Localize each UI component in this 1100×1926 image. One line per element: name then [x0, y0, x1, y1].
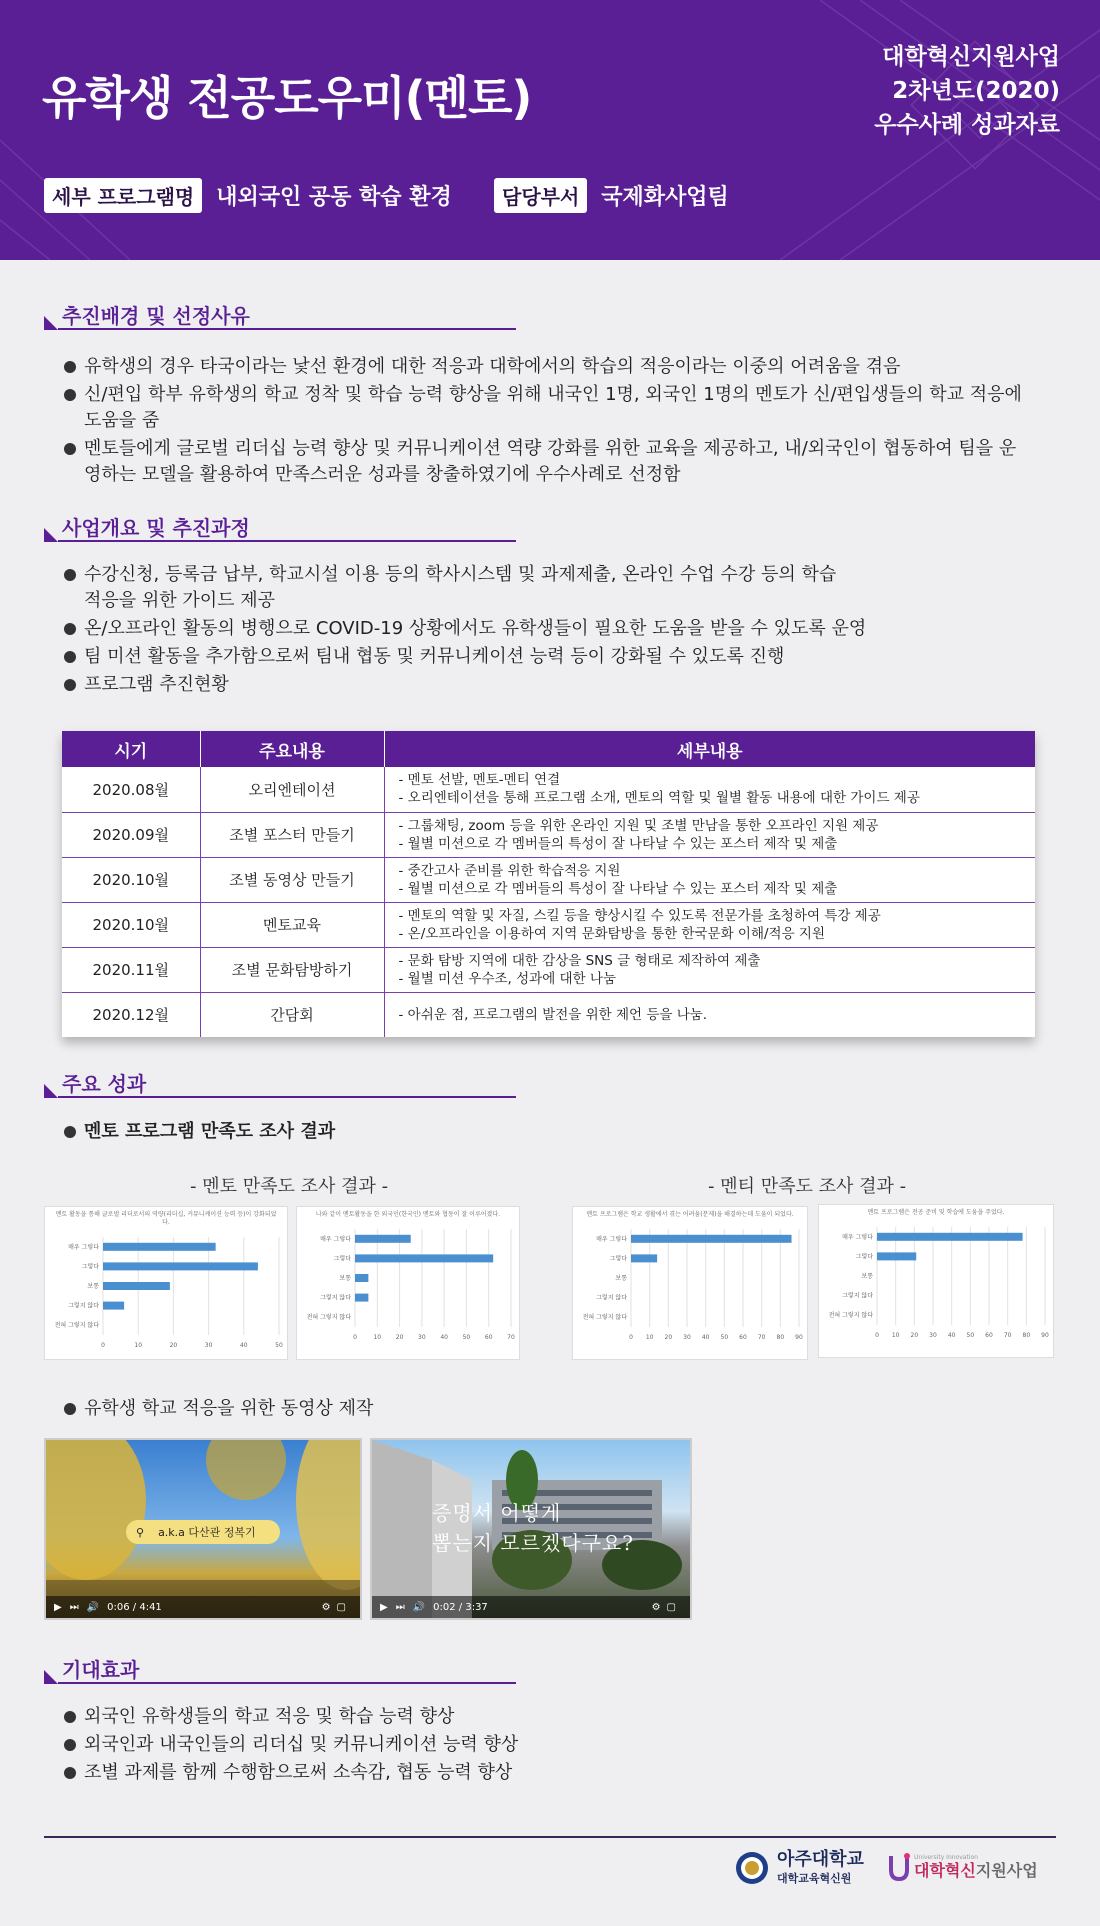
university-seal-icon	[735, 1851, 769, 1885]
logo-sub: 대학교육혁신원	[777, 1872, 852, 1885]
mentee-chart-study	[818, 1204, 1054, 1358]
innovation-u-icon	[888, 1852, 910, 1882]
video-bullets	[62, 1396, 762, 1424]
mentee-chart-adaptation	[572, 1206, 808, 1360]
period-cell: 2020.08월	[62, 767, 200, 812]
table-row	[62, 812, 1035, 857]
effects-bullets	[62, 1704, 862, 1788]
tick-label: 50	[720, 1334, 729, 1341]
video-player-2[interactable]	[370, 1438, 692, 1620]
program-info-line: 2차년도(2020)	[892, 78, 1060, 104]
category-label: 그렇지 않다	[596, 1294, 627, 1302]
table-row	[62, 992, 1035, 1037]
innovation-logo-text	[914, 1854, 1038, 1881]
program-name-label: 세부 프로그램명	[44, 178, 202, 213]
list-item: 멘토들에게 글로벌 리더십 능력 향상 및 커뮤니케이션 역량 강화를 위한 교육을 제공하고, 내/외국인이 협동하여 팀을 운영하는 모델을 활용하여 만족스러운 성과를 창출하였기에 우수사례로 선정함	[62, 436, 1032, 488]
bar	[631, 1235, 792, 1243]
period-cell: 2020.10월	[62, 857, 200, 902]
list-item: 유학생의 경우 타국이라는 낯선 환경에 대한 적응과 대학에서의 학습의 적응이라는 이중의 어려움을 겪음	[62, 354, 1032, 380]
list-item: 멘토 프로그램 만족도 조사 결과	[62, 1119, 762, 1145]
detail-line: - 아쉬운 점, 프로그램의 발전을 위한 제언 등을 나눔.	[398, 1006, 708, 1023]
tick-label: 40	[947, 1332, 956, 1339]
tick-label: 10	[645, 1334, 654, 1341]
section-heading-effects	[44, 1654, 516, 1684]
detail-line: - 월별 미션으로 각 멤버들의 특성이 잘 나타날 수 있는 포스터 제작 및 제출	[398, 835, 838, 852]
bar	[103, 1282, 170, 1290]
tick-label: 0	[629, 1334, 633, 1341]
detail-cell	[384, 812, 1035, 857]
tick-label: 30	[418, 1334, 426, 1341]
program-info-line: 우수사례 성과자료	[874, 112, 1060, 138]
overlay-line: 뽑는지 모르겠다구요?	[432, 1531, 634, 1555]
tick-label: 70	[1003, 1332, 1012, 1339]
tick-label: 30	[929, 1332, 937, 1339]
logo-main: 대학혁신	[914, 1860, 976, 1880]
video-time: 0:02 / 3:37	[433, 1601, 488, 1613]
bar	[355, 1235, 411, 1243]
tick-label: 0	[101, 1342, 105, 1349]
tick-label: 10	[134, 1342, 143, 1349]
tick-label: 20	[395, 1334, 404, 1341]
settings-icon[interactable]: ⚙▢	[321, 1601, 352, 1613]
department-value: 국제화사업팀	[601, 185, 729, 210]
period-cell: 2020.12월	[62, 992, 200, 1037]
video-time: 0:06 / 4:41	[107, 1601, 162, 1613]
logo-suffix: 지원사업	[975, 1860, 1038, 1880]
list-item: 수강신청, 등록금 납부, 학교시설 이용 등의 학사시스템 및 과제제출, 온라인 수업 수강 등의 학습 적응을 위한 가이드 제공	[62, 562, 852, 614]
section-title: 사업개요 및 추진과정	[62, 516, 250, 540]
section-heading-overview	[44, 512, 516, 542]
chart-title: 멘토 프로그램은 전공 준비 및 학습에 도움을 주었다.	[867, 1209, 1005, 1216]
category-label: 그렇지 않다	[842, 1292, 873, 1300]
tick-label: 80	[1022, 1332, 1031, 1339]
table-row	[62, 902, 1035, 947]
main-cell: 조별 문화탐방하기	[200, 947, 384, 992]
tick-label: 0	[353, 1334, 357, 1341]
chart-svg	[573, 1219, 809, 1349]
volume-icon[interactable]: 🔊	[86, 1601, 100, 1613]
mentor-chart-cooperation	[296, 1206, 520, 1360]
video-controls[interactable]	[372, 1596, 690, 1618]
volume-icon[interactable]: 🔊	[412, 1601, 426, 1613]
list-item: 프로그램 추진현황	[62, 672, 852, 698]
footer-divider	[44, 1836, 1056, 1838]
chart-svg	[819, 1217, 1055, 1347]
video-player-1[interactable]	[44, 1438, 362, 1620]
list-item: 조별 과제를 함께 수행함으로써 소속감, 협동 능력 향상	[62, 1760, 862, 1786]
program-name-row	[44, 178, 452, 213]
tick-label: 90	[1041, 1332, 1049, 1339]
video-controls[interactable]	[46, 1596, 360, 1618]
chart-svg	[297, 1219, 521, 1349]
chart-svg	[45, 1227, 289, 1357]
detail-line: - 멘토의 역할 및 자질, 스킬 등을 향상시킬 수 있도록 전문가를 초청하여 특강 제공	[398, 907, 881, 924]
tick-label: 40	[239, 1342, 248, 1349]
tick-label: 60	[985, 1332, 993, 1339]
next-icon[interactable]: ⏭	[69, 1601, 79, 1613]
detail-line: - 그룹채팅, zoom 등을 위한 온라인 지원 및 조별 만남을 통한 오프라인 지원 제공	[398, 817, 879, 834]
tick-label: 70	[757, 1334, 766, 1341]
search-icon: ⚲	[136, 1525, 145, 1539]
ajou-logo-text	[777, 1850, 864, 1886]
list-item: 외국인 유학생들의 학교 적응 및 학습 능력 향상	[62, 1704, 862, 1730]
period-cell: 2020.10월	[62, 902, 200, 947]
tick-label: 40	[701, 1334, 710, 1341]
tick-label: 90	[795, 1334, 803, 1341]
category-label: 매우 그렇다	[68, 1243, 99, 1251]
logo-main-text	[914, 1861, 1038, 1881]
department-row	[494, 178, 729, 213]
play-icon[interactable]: ▶	[54, 1601, 62, 1613]
detail-cell	[384, 992, 1035, 1037]
bar	[877, 1233, 1023, 1241]
table-row	[62, 947, 1035, 992]
category-label: 전혀 그렇지 않다	[54, 1322, 99, 1330]
detail-cell	[384, 857, 1035, 902]
detail-line: - 멘토 선발, 멘토-멘티 연결	[398, 772, 561, 789]
bar	[355, 1254, 493, 1262]
tick-label: 50	[462, 1334, 471, 1341]
column-header: 시기	[62, 731, 200, 767]
schedule-table	[62, 731, 1035, 1037]
tick-label: 20	[910, 1332, 919, 1339]
tick-label: 30	[683, 1334, 691, 1341]
ajou-logo	[735, 1850, 864, 1886]
overlay-line: 증명서 어떻게	[432, 1501, 562, 1525]
settings-icon[interactable]: ⚙▢	[651, 1601, 682, 1613]
program-name-value: 내외국인 공동 학습 환경	[216, 185, 452, 210]
category-label: 그렇다	[81, 1263, 99, 1271]
tick-label: 70	[507, 1334, 515, 1341]
background-bullets	[62, 354, 1032, 490]
bar	[631, 1254, 657, 1262]
mentee-survey-caption: - 멘티 만족도 조사 결과 -	[708, 1176, 907, 1197]
main-cell: 조별 동영상 만들기	[200, 857, 384, 902]
category-label: 그렇다	[855, 1253, 873, 1261]
bar	[103, 1243, 216, 1251]
detail-line: - 월별 미션 우수조, 성과에 대한 나눔	[398, 970, 616, 987]
results-bullets	[62, 1119, 762, 1147]
tick-label: 10	[891, 1332, 900, 1339]
detail-line: - 중간고사 준비를 위한 학습적응 지원	[398, 862, 621, 879]
bar	[103, 1262, 258, 1270]
main-cell: 간담회	[200, 992, 384, 1037]
tick-label: 60	[739, 1334, 747, 1341]
program-info-line: 대학혁신지원사업	[882, 44, 1060, 70]
play-icon[interactable]: ▶	[380, 1601, 388, 1613]
section-heading-background	[44, 300, 516, 330]
table-header-row	[62, 731, 1035, 767]
search-overlay	[126, 1520, 280, 1544]
category-label: 보통	[87, 1283, 99, 1290]
category-label: 전혀 그렇지 않다	[306, 1314, 351, 1322]
list-item: 유학생 학교 적응을 위한 동영상 제작	[62, 1396, 762, 1422]
category-label: 매우 그렇다	[320, 1235, 351, 1243]
tick-label: 50	[275, 1342, 283, 1349]
detail-cell	[384, 947, 1035, 992]
list-item: 외국인과 내국인들의 리더십 및 커뮤니케이션 능력 향상	[62, 1732, 862, 1758]
column-header: 세부내용	[384, 731, 1035, 767]
table-row	[62, 857, 1035, 902]
list-item: 팀 미션 활동을 추가함으로써 팀내 협동 및 커뮤니케이션 능력 등이 강화될 수 있도록 진행	[62, 644, 1042, 670]
main-cell: 오리엔테이션	[200, 767, 384, 812]
tick-label: 20	[169, 1342, 178, 1349]
category-label: 전혀 그렇지 않다	[582, 1314, 627, 1322]
main-cell: 멘토교육	[200, 902, 384, 947]
overview-bullets	[62, 562, 867, 700]
tick-label: 60	[484, 1334, 493, 1341]
category-label: 매우 그렇다	[596, 1235, 627, 1243]
section-heading-results	[44, 1068, 516, 1098]
section-title: 기대효과	[62, 1658, 140, 1682]
overlay-caption	[432, 1498, 634, 1558]
list-item: 신/편입 학부 유학생의 학교 정착 및 학습 능력 향상을 위해 내국인 1명, 외국인 1명의 멘토가 신/편입생들의 학교 적응에 도움을 줌	[62, 382, 1032, 434]
category-label: 그렇지 않다	[320, 1294, 351, 1302]
bar	[877, 1252, 916, 1260]
header-banner	[0, 0, 1100, 260]
tick-label: 80	[776, 1334, 785, 1341]
detail-cell	[384, 902, 1035, 947]
detail-line: - 온/오프라인을 이용하여 지역 문화탐방을 통한 한국문화 이해/적응 지원	[398, 925, 825, 942]
bar	[355, 1294, 368, 1302]
table-row	[62, 767, 1035, 812]
page-title: 유학생 전공도우미(멘토)	[42, 71, 532, 125]
tick-label: 10	[373, 1334, 382, 1341]
section-title: 주요 성과	[62, 1072, 147, 1096]
tick-label: 0	[875, 1332, 879, 1339]
detail-cell	[384, 767, 1035, 812]
tick-label: 40	[440, 1334, 448, 1341]
mentor-chart-leadership	[44, 1206, 288, 1360]
tick-label: 30	[204, 1342, 213, 1349]
category-label: 매우 그렇다	[842, 1233, 873, 1241]
period-cell: 2020.09월	[62, 812, 200, 857]
tick-label: 20	[664, 1334, 673, 1341]
column-header: 주요내용	[200, 731, 384, 767]
department-label: 담당부서	[494, 178, 587, 213]
bar	[103, 1302, 124, 1310]
logo-name: 아주대학교	[777, 1849, 864, 1870]
section-title: 추진배경 및 선정사유	[62, 304, 250, 328]
detail-line: - 월별 미션으로 각 멤버들의 특성이 잘 나타날 수 있는 포스터 제작 및 제출	[398, 880, 838, 897]
list-item: 온/오프라인 활동의 병행으로 COVID-19 상황에서도 유학생들이 필요한 도움을 받을 수 있도록 운영	[62, 616, 1042, 642]
main-cell: 조별 포스터 만들기	[200, 812, 384, 857]
program-info	[874, 40, 1060, 142]
category-label: 보통	[615, 1275, 627, 1282]
logo-small-text: University Innovation	[914, 1853, 978, 1861]
chart-title: 멘토 활동을 통해 글로벌 리더로서의 역량(리더십, 커뮤니케이션 능력 등)이 강화되었다.	[55, 1211, 277, 1226]
period-cell: 2020.11월	[62, 947, 200, 992]
innovation-logo	[888, 1852, 1038, 1882]
detail-line: - 문화 탐방 지역에 대한 감상을 SNS 글 형태로 제작하여 제출	[398, 952, 761, 969]
detail-line: - 오리엔테이션을 통해 프로그램 소개, 멘토의 역할 및 월별 활동 내용에 대한 가이드 제공	[398, 790, 920, 807]
category-label: 그렇지 않다	[68, 1302, 99, 1310]
chart-title: 멘토 프로그램은 학교 생활에서 겪는 어려움(문제)을 해결하는데 도움이 되었다.	[586, 1211, 794, 1218]
tick-label: 50	[966, 1332, 975, 1339]
category-label: 보통	[861, 1273, 873, 1280]
next-icon[interactable]: ⏭	[395, 1601, 405, 1613]
category-label: 보통	[339, 1275, 351, 1282]
category-label: 전혀 그렇지 않다	[828, 1312, 873, 1320]
category-label: 그렇다	[609, 1255, 627, 1263]
chart-title: 나와 같이 멘토활동을 한 외국인(한국인) 멘토와 협동이 잘 이루어졌다.	[315, 1211, 501, 1218]
category-label: 그렇다	[333, 1255, 351, 1263]
overlay-text: a.k.a 다산관 정복기	[158, 1526, 256, 1539]
mentor-survey-caption: - 멘토 만족도 조사 결과 -	[190, 1176, 389, 1197]
bar	[355, 1274, 368, 1282]
